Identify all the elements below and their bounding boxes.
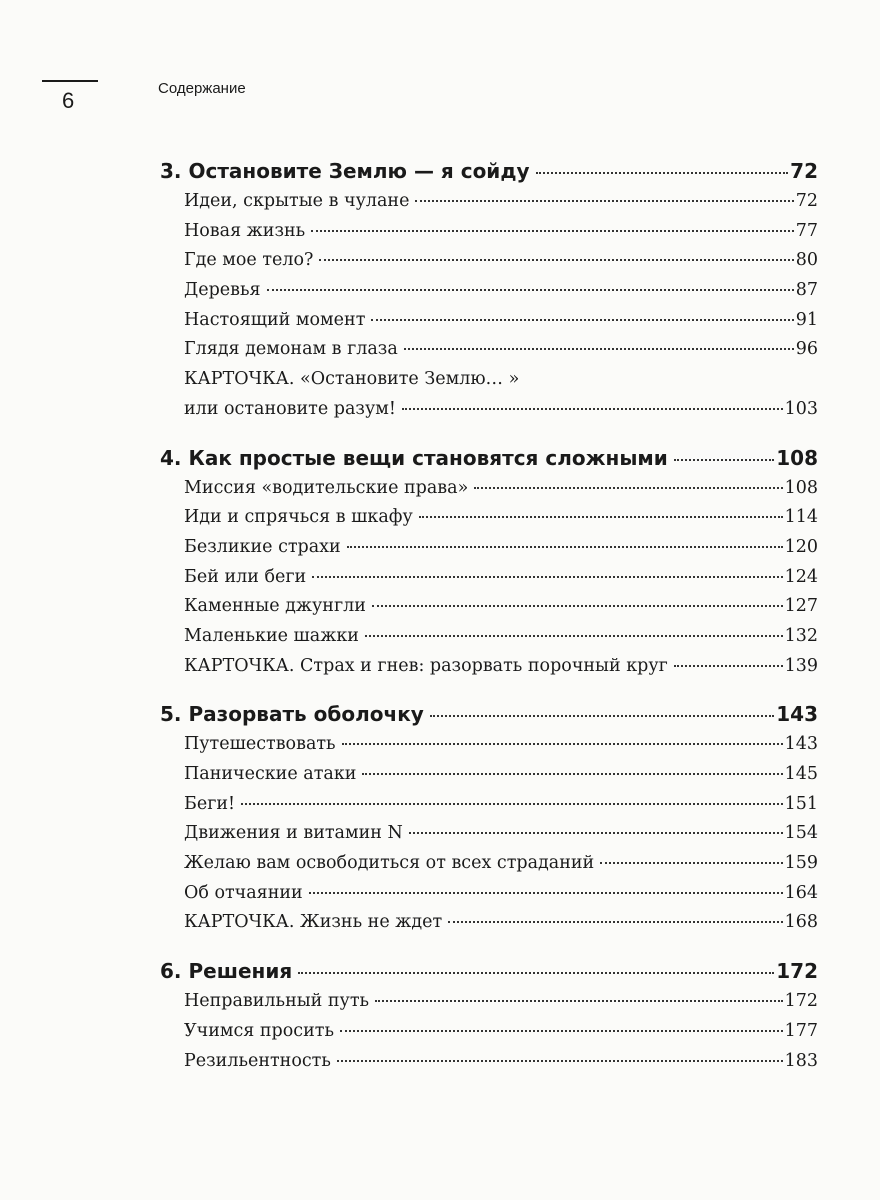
toc-entry[interactable] [160,217,818,247]
toc-entry[interactable] [160,306,818,336]
entry-page: 145 [784,764,818,784]
entry-page: 151 [784,793,818,814]
chapter-page: 72 [790,159,818,183]
toc-entry[interactable] [160,760,818,790]
entry-page: 114 [784,507,818,528]
entry-page: 96 [795,339,818,360]
entry-title: Миссия «водительские права» [184,477,469,498]
entry-title: Желаю вам освободиться от всех страданий [184,853,595,874]
toc-entry[interactable] [160,246,818,276]
toc-entry[interactable] [160,365,818,395]
chapter-entry[interactable] [160,955,818,987]
entry-page: 168 [784,912,818,933]
entry-title: Бей или беги [184,566,307,587]
entry-title: Иди и спрячься в шкафу [184,507,413,528]
toc-entry[interactable] [160,849,818,879]
header-rule [42,80,98,82]
entry-page: 164 [784,882,818,903]
dot-leader [375,1000,783,1002]
entry-title: Маленькие шажки [184,625,359,646]
entry-page: 139 [784,655,818,676]
dot-leader [536,172,789,174]
entry-title: Резильентность [184,1050,331,1071]
dot-leader [419,516,783,518]
entry-title: Новая жизнь [184,220,306,241]
toc-entry[interactable] [160,1047,818,1077]
toc-entry[interactable] [160,879,818,909]
entry-page: 177 [784,1020,818,1041]
entry-title: Движения и витамин N [184,823,403,844]
entry-page: 108 [784,477,818,498]
dot-leader [600,862,782,864]
dot-leader [430,715,774,717]
entry-title: Панические атаки [184,764,357,784]
toc-entry[interactable] [160,395,818,425]
entry-title: Где мое тело? [184,250,314,271]
dot-leader [298,972,774,974]
entry-page: 183 [784,1050,818,1071]
entry-page: 143 [784,734,818,755]
chapter-block [160,442,818,682]
toc-entry[interactable] [160,819,818,849]
chapter-page: 108 [776,445,818,470]
toc-entry[interactable] [160,474,818,504]
dot-leader [347,546,783,548]
entry-page: 154 [784,823,818,844]
chapter-block [160,155,818,425]
dot-leader [404,348,794,350]
toc-entry[interactable] [160,335,818,365]
dot-leader [319,259,793,261]
chapter-entry[interactable] [160,698,818,730]
table-of-contents [160,155,818,1093]
entry-page: 127 [784,596,818,617]
entry-page: 132 [784,625,818,646]
dot-leader [342,743,783,745]
chapter-block [160,955,818,1076]
toc-entry[interactable] [160,730,818,760]
entry-page: 159 [784,853,818,874]
toc-entry[interactable] [160,276,818,306]
dot-leader [371,319,793,321]
entry-title: КАРТОЧКА. Страх и гнев: разорвать порочный круг [184,655,668,676]
entry-title: или остановите разум! [184,398,396,419]
chapter-title: 3. Остановите Землю — я сойду [160,159,530,183]
chapter-title: 6. Решения [160,959,293,984]
dot-leader [674,665,783,667]
dot-leader [311,230,794,232]
entry-title: Идеи, скрытые в чулане [184,191,410,211]
dot-leader [309,892,783,894]
chapter-entry[interactable] [160,155,818,187]
toc-entry[interactable] [160,187,818,217]
chapter-entry[interactable] [160,442,818,474]
dot-leader [337,1060,783,1062]
dot-leader [415,200,793,202]
dot-leader [674,459,774,461]
entry-title: Глядя демонам в глаза [184,339,398,360]
dot-leader [340,1030,783,1032]
toc-entry[interactable] [160,592,818,622]
dot-leader [474,487,782,489]
running-head: Содержание [158,80,246,97]
chapter-page: 143 [776,702,818,727]
toc-entry[interactable] [160,908,818,938]
toc-entry[interactable] [160,533,818,563]
dot-leader [402,408,783,410]
toc-entry[interactable] [160,790,818,820]
entry-page: 80 [795,250,818,271]
toc-entry[interactable] [160,503,818,533]
toc-entry[interactable] [160,1017,818,1047]
entry-page: 120 [784,536,818,557]
toc-entry[interactable] [160,563,818,593]
dot-leader [267,289,794,291]
entry-title: Безликие страхи [184,536,341,557]
entry-title: Каменные джунгли [184,596,366,617]
entry-title: Беги! [184,793,236,814]
dot-leader [362,773,782,775]
dot-leader [448,921,782,923]
chapter-title: 4. Как простые вещи становятся сложными [160,445,668,470]
dot-leader [372,605,783,607]
dot-leader [365,635,783,637]
chapter-title: 5. Разорвать оболочку [160,702,424,727]
chapter-page: 172 [776,959,818,984]
entry-page: 124 [784,566,818,587]
dot-leader [312,576,782,578]
toc-entry[interactable] [160,622,818,652]
entry-title: Деревья [184,280,261,301]
dot-leader [409,832,783,834]
entry-page: 72 [795,191,818,211]
entry-page: 77 [795,220,818,241]
entry-title: КАРТОЧКА. «Остановите Землю… » [184,369,520,390]
entry-page: 103 [784,398,818,419]
chapter-block [160,698,818,938]
entry-title: Путешествовать [184,734,336,755]
entry-title: Неправильный путь [184,991,370,1012]
entry-page: 91 [795,309,818,330]
dot-leader [241,803,783,805]
toc-entry[interactable] [160,652,818,682]
entry-title: КАРТОЧКА. Жизнь не ждет [184,912,443,933]
entry-title: Учимся просить [184,1020,334,1041]
entry-title: Об отчаянии [184,882,303,903]
entry-page: 172 [784,991,818,1012]
page-number: 6 [62,88,75,113]
toc-entry[interactable] [160,987,818,1017]
entry-page: 87 [795,280,818,301]
entry-title: Настоящий момент [184,309,366,330]
